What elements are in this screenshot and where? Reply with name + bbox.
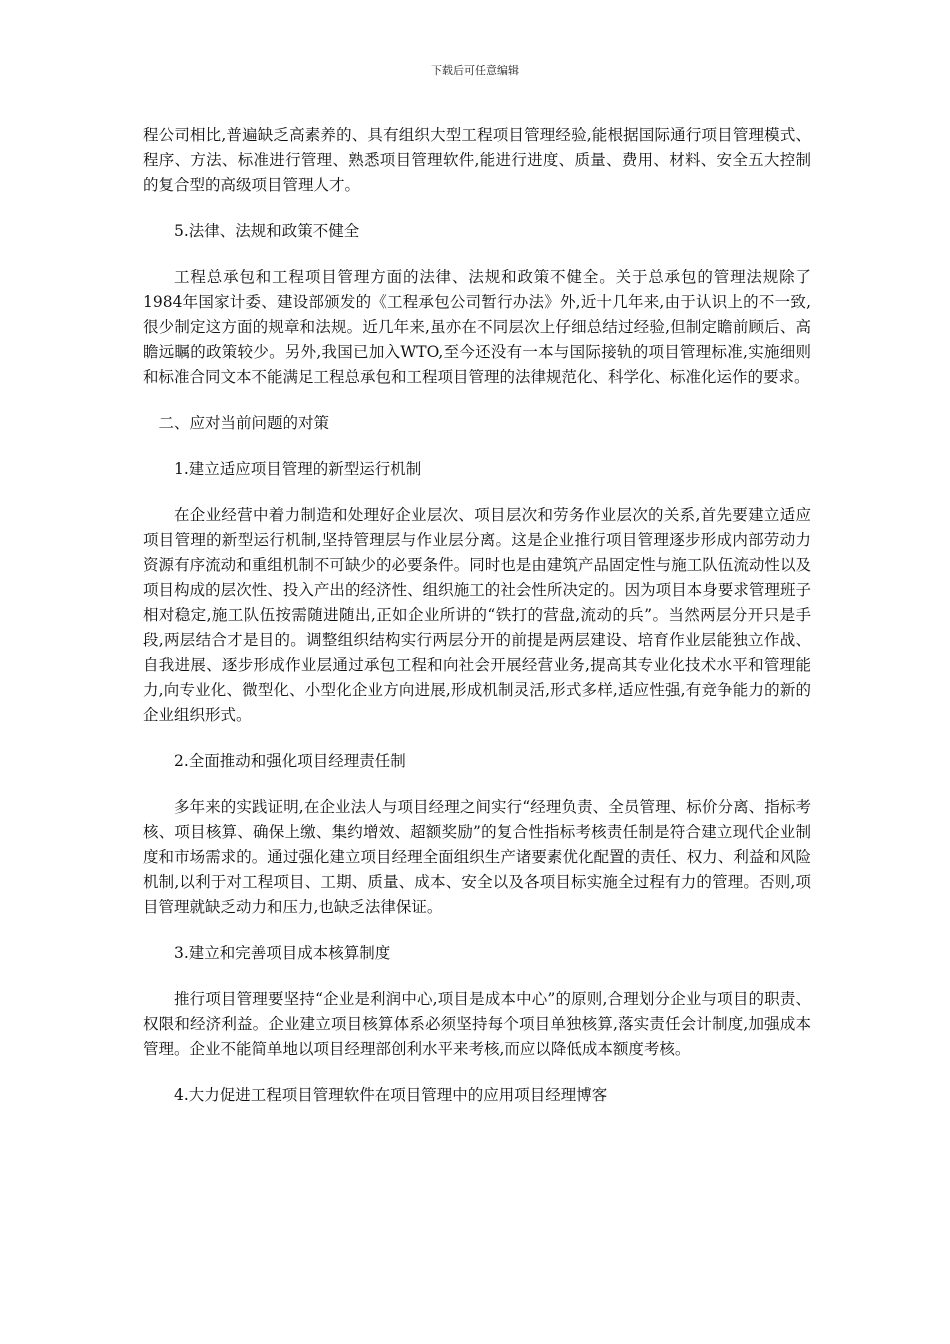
paragraph-cost-accounting: 推行项目管理要坚持“企业是利润中心,项目是成本中心”的原则,合理划分企业与项目的职责、权限和经济利益。企业建立项目核算体系必须坚持每个项目单独核算,落实责任会计制度,加强成本管理。企业不能简单地以项目经理部创利水平来考核,而应以降低成本额度考核。 xyxy=(143,990,811,1058)
paragraph-continued: 程公司相比,普遍缺乏高素养的、具有组织大型工程项目管理经验,能根据国际通行项目管理模式、程序、方法、标准进行管理、熟悉项目管理软件,能进行进度、质量、费用、材料、安全五大控制的复合型的高级项目管理人才。 xyxy=(143,126,811,194)
paragraph-laws: 工程总承包和工程项目管理方面的法律、法规和政策不健全。关于总承包的管理法规除了1984年国家计委、建设部颁发的《工程承包公司暂行办法》外,近十几年来,由于认识上的不一致,很少制定这方面的规章和法规。近几年来,虽亦在不同层次上仔细总结过经验,但制定瞻前顾后、高瞻远瞩的政策较少。另外,我国已加入WTO,至今还没有一本与国际接轨的项目管理标准,实施细则和标准合同文本不能满足工程总承包和工程项目管理的法律规范化、科学化、标准化运作的要求。 xyxy=(143,268,811,386)
section-heading-4: 4.大力促进工程项目管理软件在项目管理中的应用项目经理博客 xyxy=(174,1086,608,1104)
section-heading-3: 3.建立和完善项目成本核算制度 xyxy=(174,944,391,962)
page-header-note: 下载后可任意编辑 xyxy=(431,64,519,77)
section-heading-2: 2.全面推动和强化项目经理责任制 xyxy=(174,752,406,770)
paragraph-mechanism: 在企业经营中着力制造和处理好企业层次、项目层次和劳务作业层次的关系,首先要建立适应项目管理的新型运行机制,坚持管理层与作业层分离。这是企业推行项目管理逐步形成内部劳动力资源有序流动和重组机制不可缺少的必要条件。同时也是由建筑产品固定性与施工队伍流动性以及项目构成的层次性、投入产出的经济性、组织施工的社会性所决定的。因为项目本身要求管理班子相对稳定,施工队伍按需随进随出,正如企业所讲的“铁打的营盘,流动的兵”。当然两层分开只是手段,两层结合才是目的。调整组织结构实行两层分开的前提是两层建设、培育作业层能独立作战、自我进展、逐步形成作业层通过承包工程和向社会开展经营业务,提高其专业化技术水平和管理能力,向专业化、微型化、小型化企业方向进展,形成机制灵活,形式多样,适应性强,有竞争能力的新的企业组织形式。 xyxy=(143,506,811,724)
paragraph-responsibility: 多年来的实践证明,在企业法人与项目经理之间实行“经理负责、全员管理、标价分离、指标考核、项目核算、确保上缴、集约增效、超额奖励”的复合性指标考核责任制是符合建立现代企业制度和市场需求的。通过强化建立项目经理全面组织生产诸要素优化配置的责任、权力、利益和风险机制,以利于对工程项目、工期、质量、成本、安全以及各项目标实施全过程有力的管理。否则,项目管理就缺乏动力和压力,也缺乏法律保证。 xyxy=(143,798,811,916)
chapter-heading-countermeasures: 二、应对当前问题的对策 xyxy=(158,414,330,432)
document-body xyxy=(143,123,811,1129)
section-heading-1: 1.建立适应项目管理的新型运行机制 xyxy=(174,460,422,478)
section-heading-5: 5.法律、法规和政策不健全 xyxy=(174,222,360,240)
